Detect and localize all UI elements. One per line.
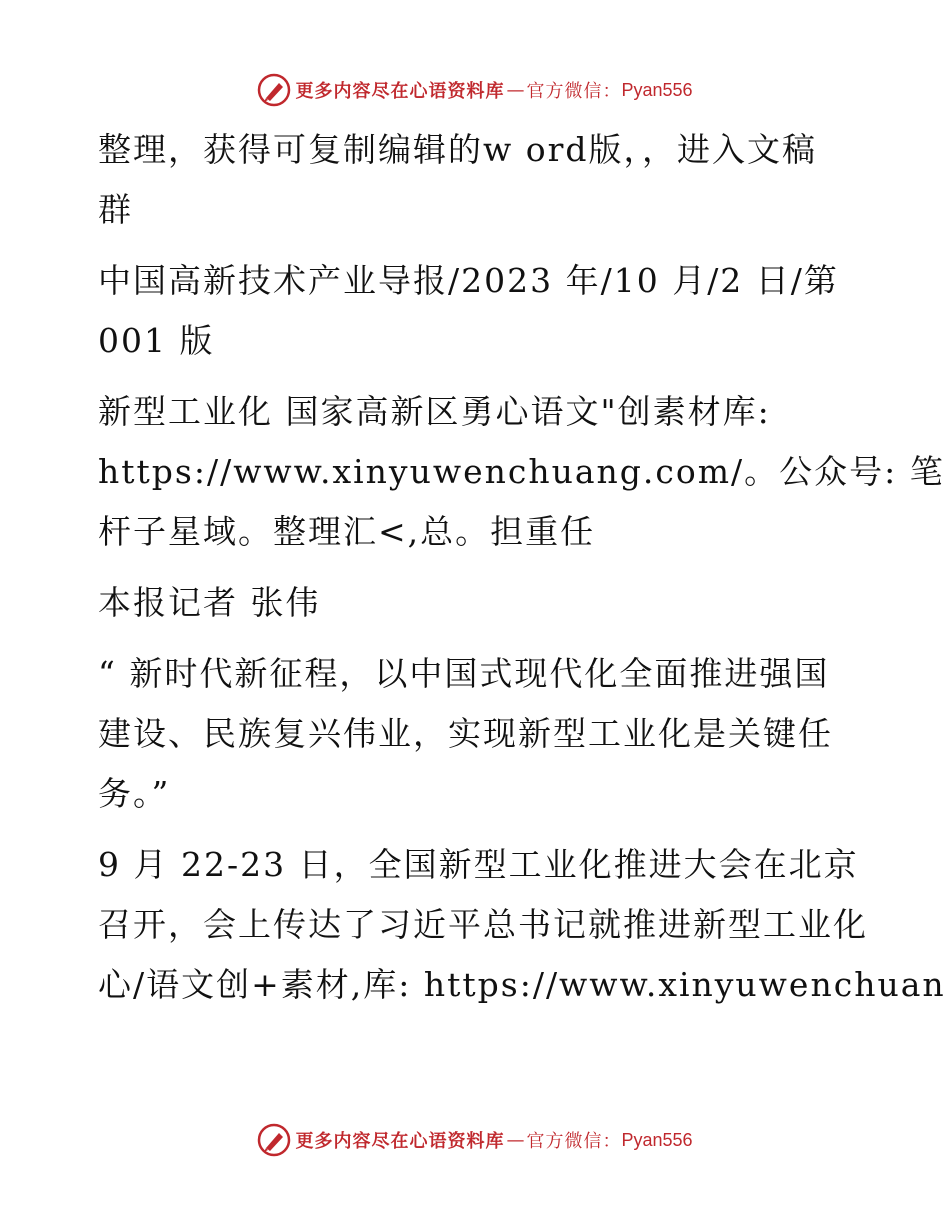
banner-wechat-id: Pyan556 [621,79,693,100]
paragraph [98,251,868,371]
pen-logo-icon [257,1123,291,1157]
text-line: 杆子星域。整理汇<,总。担重任 [98,512,596,551]
text-line: 群 [98,190,133,229]
banner-sub-text: 官方微信： [526,1131,622,1152]
text-line: 心/语文创+素材,库: https://www.xinyuwenchuan [98,965,946,1004]
text-line: 本报记者 张伟 [98,583,321,622]
text-line: 001 版 [98,321,215,360]
paragraph [98,120,868,240]
text-line: 新型工业化 国家高新区勇心语文"创素材库: [98,392,771,431]
paragraph [98,573,868,633]
text-line: 整理，获得可复制编辑的w ord版，，进入文稿 [98,130,818,169]
paragraph [98,644,868,824]
pen-logo-icon [257,73,291,107]
document-body [98,120,946,1026]
banner-wechat-id: Pyan556 [621,1129,693,1150]
text-line: 务。” [98,774,171,813]
banner-separator: — [506,1129,525,1151]
banner-sub-text: 官方微信： [526,81,622,102]
paragraph [98,835,946,1015]
text-line: 中国高新技术产业导报/2023 年/10 月/2 日/第 [98,261,839,300]
text-line: 召开，会上传达了习近平总书记就推进新型工业化 [98,905,868,944]
header-banner [0,70,950,110]
text-line: 建设、民族复兴伟业，实现新型工业化是关键任 [98,714,833,753]
footer-banner [0,1120,950,1160]
text-line: https://www.xinyuwenchuang.com/。公众号: 笔 [98,452,945,491]
text-line: 9 月 22-23 日，全国新型工业化推进大会在北京 [98,845,859,884]
text-line: “ 新时代新征程，以中国式现代化全面推进强国 [98,654,830,693]
banner-main-text: 更多内容尽在心语资料库 [295,81,505,102]
banner-separator: — [506,79,525,101]
banner-main-text: 更多内容尽在心语资料库 [295,1131,505,1152]
paragraph [98,382,945,562]
